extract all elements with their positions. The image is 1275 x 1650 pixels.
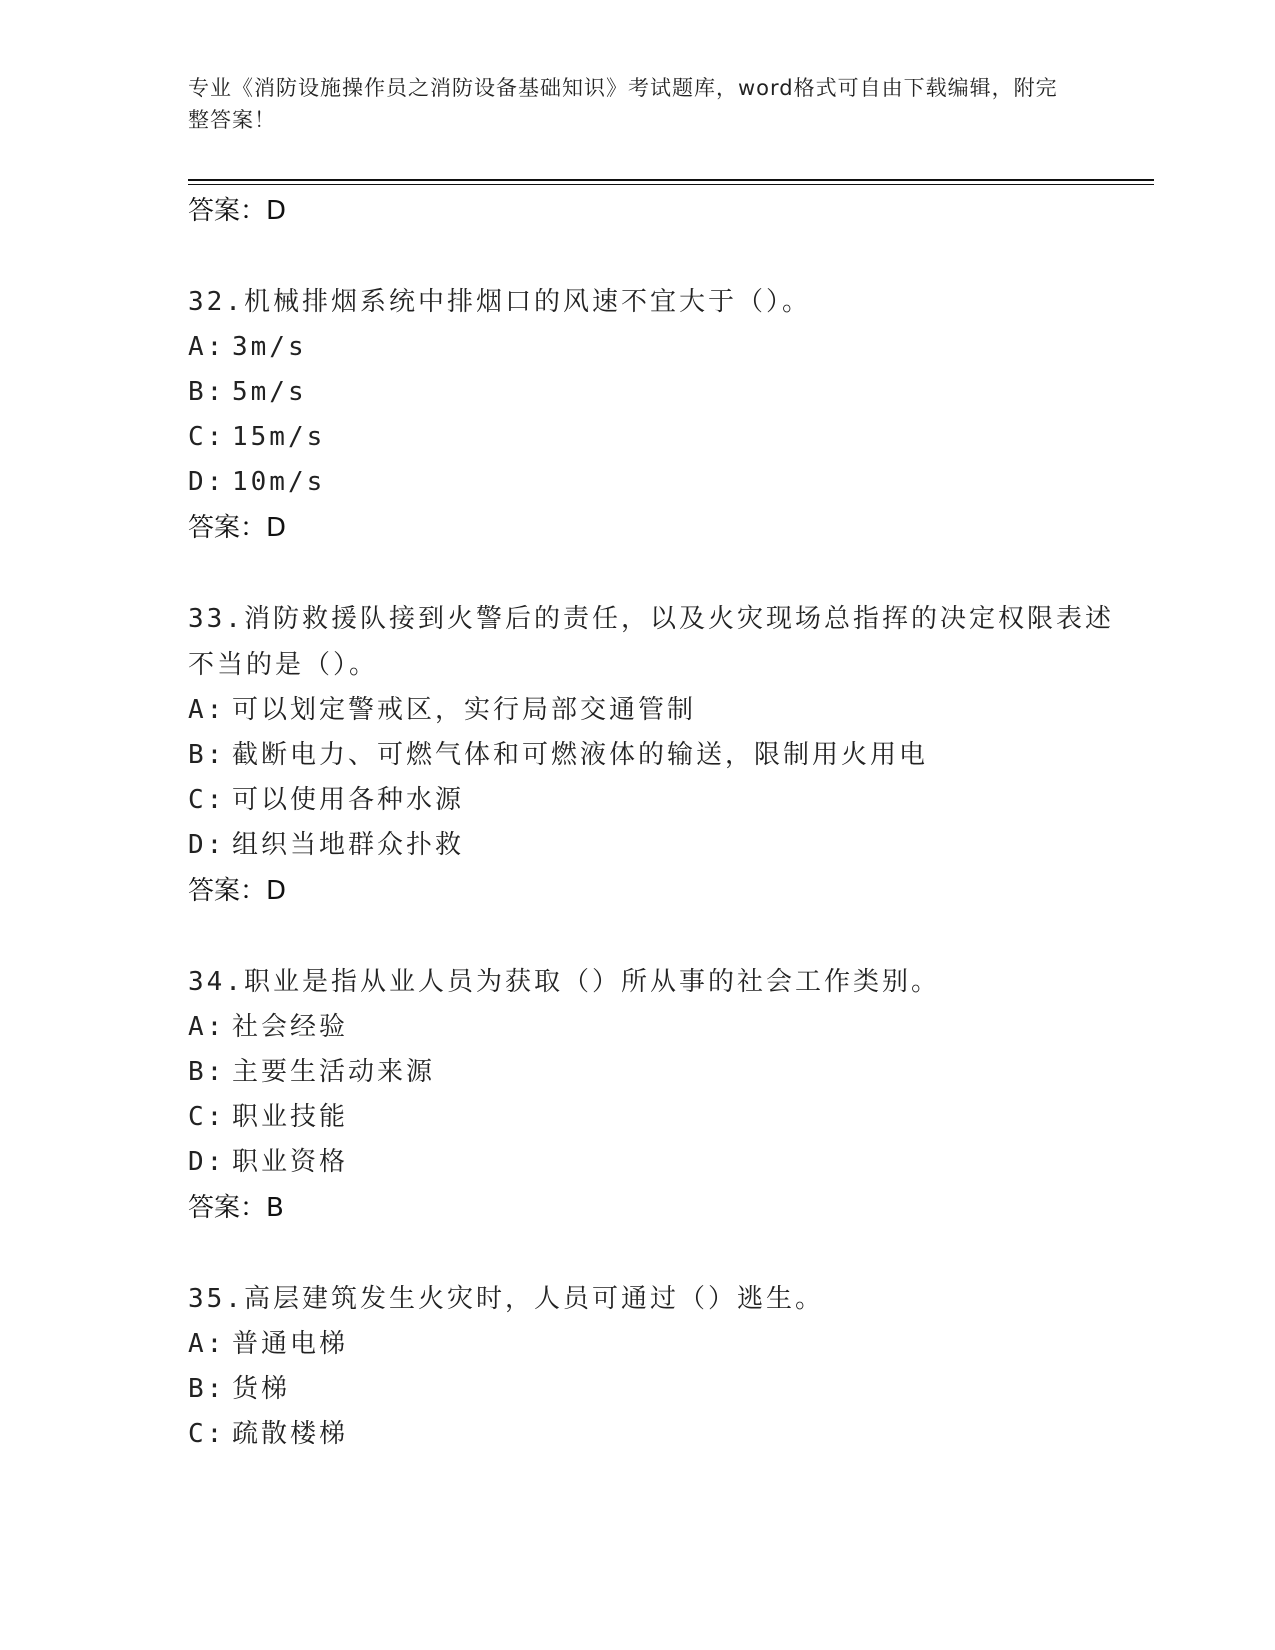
option-b	[188, 1050, 1128, 1095]
option-letter: D:	[188, 1147, 226, 1177]
option-text: 3m/s	[232, 332, 307, 362]
option-text: 可以使用各种水源	[232, 785, 465, 815]
option-text: 主要生活动来源	[232, 1057, 436, 1087]
option-letter: C:	[188, 1102, 226, 1132]
option-c	[188, 1412, 1128, 1457]
option-letter: C:	[188, 422, 226, 452]
option-a	[188, 1005, 1128, 1050]
option-text: 疏散楼梯	[232, 1419, 349, 1449]
header-rule-thick	[188, 179, 1154, 181]
option-letter: C:	[188, 1419, 226, 1449]
option-text: 15m/s	[232, 422, 326, 452]
option-text: 可以划定警戒区，实行局部交通管制	[232, 695, 697, 725]
option-text: 职业资格	[232, 1147, 349, 1177]
spacer	[188, 234, 1128, 279]
page-header: 专业《消防设施操作员之消防设备基础知识》考试题库，word格式可自由下载编辑，附完整答案！	[188, 76, 1058, 132]
question-stem: 35.高层建筑发生火灾时，人员可通过（）逃生。	[188, 1284, 824, 1314]
option-text: 社会经验	[232, 1012, 349, 1042]
option-text: 10m/s	[232, 467, 326, 497]
option-b	[188, 370, 1128, 415]
option-a	[188, 688, 1128, 733]
option-text: 组织当地群众扑救	[232, 830, 465, 860]
option-letter: D:	[188, 830, 226, 860]
option-letter: D:	[188, 467, 226, 497]
option-d	[188, 460, 1128, 505]
option-c	[188, 778, 1128, 823]
option-text: 5m/s	[232, 377, 307, 407]
question-stem: 33.消防救援队接到火警后的责任，以及火灾现场总指挥的决定权限表述不当的是（）。	[188, 604, 1114, 680]
option-a	[188, 325, 1128, 370]
option-text: 普通电梯	[232, 1329, 349, 1359]
option-letter: B:	[188, 1057, 226, 1087]
question-list	[188, 188, 1128, 1457]
answer-line: 答案：D	[188, 876, 287, 906]
option-b	[188, 733, 1128, 778]
option-letter: B:	[188, 740, 226, 770]
option-c	[188, 1095, 1128, 1140]
option-letter: B:	[188, 1374, 226, 1404]
option-c	[188, 415, 1128, 460]
option-text: 截断电力、可燃气体和可燃液体的输送，限制用火用电	[232, 740, 929, 770]
option-letter: A:	[188, 1012, 226, 1042]
answer-line: 答案：D	[188, 513, 287, 543]
option-text: 职业技能	[232, 1102, 349, 1132]
spacer	[188, 551, 1128, 596]
option-d	[188, 823, 1128, 868]
answer-line: 答案：B	[188, 1193, 284, 1223]
option-b	[188, 1367, 1128, 1412]
option-letter: A:	[188, 1329, 226, 1359]
option-letter: B:	[188, 377, 226, 407]
option-d	[188, 1140, 1128, 1185]
option-letter: A:	[188, 332, 226, 362]
option-letter: A:	[188, 695, 226, 725]
spacer	[188, 1231, 1128, 1276]
option-a	[188, 1322, 1128, 1367]
option-text: 货梯	[232, 1374, 291, 1404]
answer-line: 答案：D	[188, 196, 287, 226]
option-letter: C:	[188, 785, 226, 815]
question-stem: 34.职业是指从业人员为获取（）所从事的社会工作类别。	[188, 967, 940, 997]
header-rule-thin	[188, 184, 1154, 185]
question-stem: 32.机械排烟系统中排烟口的风速不宜大于（）。	[188, 287, 811, 317]
spacer	[188, 914, 1128, 959]
